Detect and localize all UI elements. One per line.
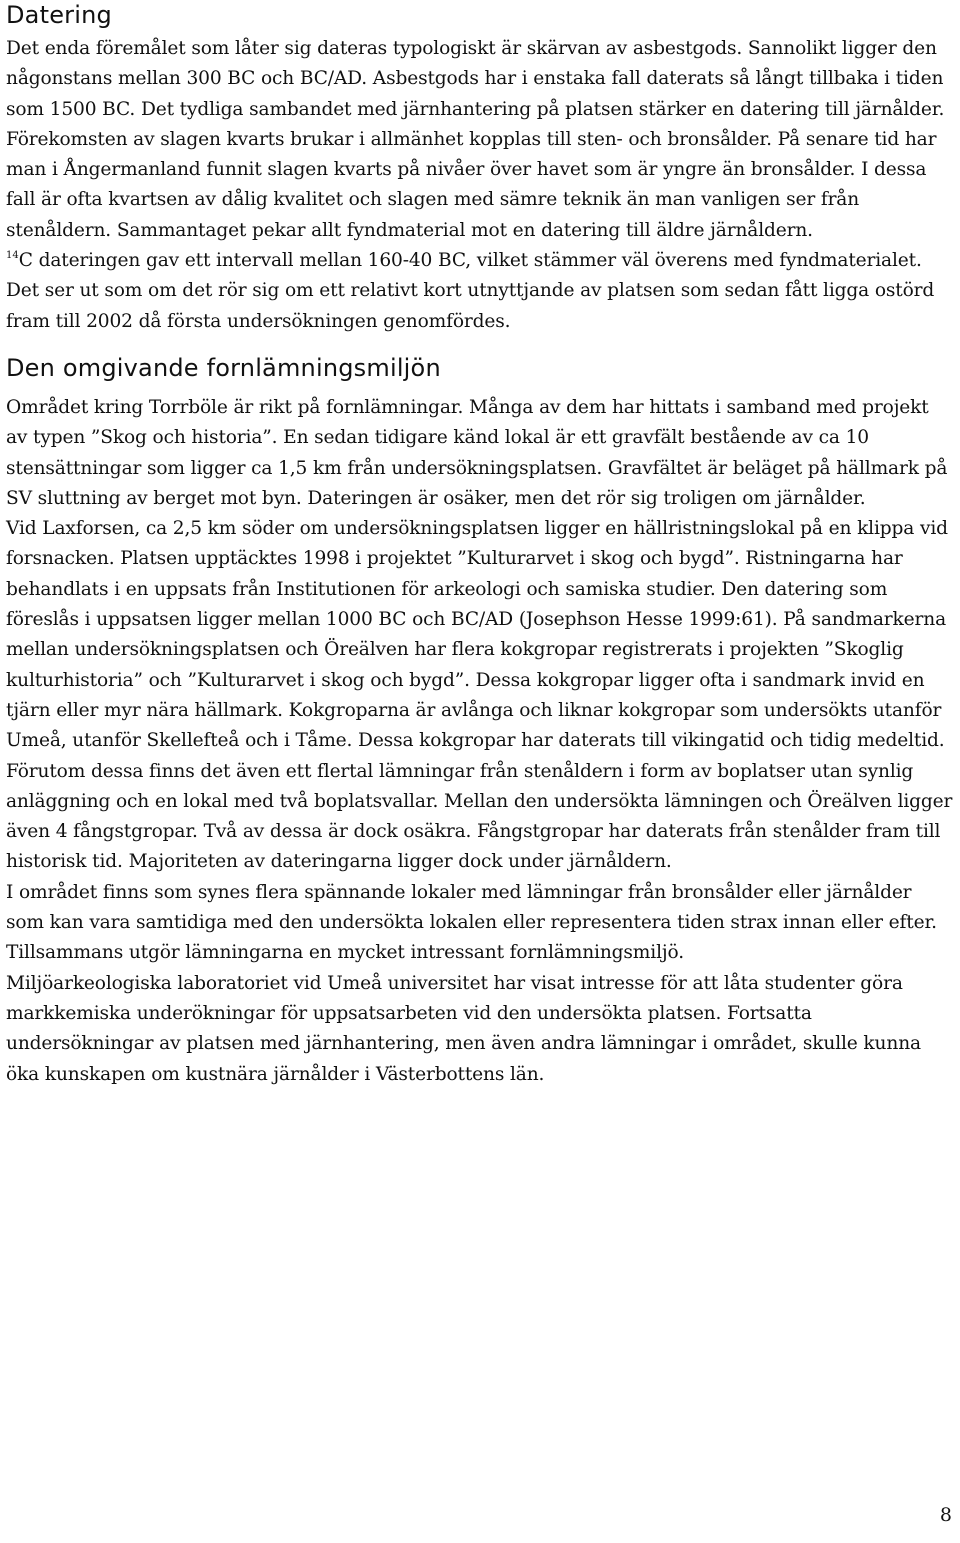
- paragraph-laxforsen: Vid Laxforsen, ca 2,5 km söder om undersökningsplatsen ligger en hällristningslokal på en klippa vid forsnacken. Platsen upptäcktes 1998 i projektet ”Kulturarvet i skog och bygd”. Ristningarna har behandlats i en uppsats från Institutionen för arkeologi och samiska studier. Den datering som föreslås i uppsatsen ligger mellan 1000 BC och BC/AD (Josephson Hesse 1999:61). På sandmarkerna mellan undersökningsplatsen och Öreälven har flera kokgropar registrerats i projekten ”Skoglig kulturhistoria” och ”Kulturarvet i skog och bygd”. Dessa kokgropar ligger ofta i sandmark invid en tjärn eller myr nära hällmark. Kokgroparna är avlånga och liknar kokgropar som undersökts utanför Umeå, utanför Skellefteå och i Tåme. Dessa kokgropar har daterats till vikingatid och tidig medeltid. Förutom dessa finns det även ett flertal lämningar från stenåldern i form av boplatser utan synlig anläggning och en lokal med två boplatsvallar. Mellan den undersökta lämningen och Öreälven ligger även 4 fångstgropar. Två av dessa är dock osäkra. Fångstgropar har daterats från stenålder fram till historisk tid. Majoriteten av dateringarna ligger dock under järnåldern.: [6, 518, 953, 873]
- c14-text: C dateringen gav ett intervall mellan 160-40 BC, vilket stämmer väl överens med fyndmaterialet.: [18, 250, 922, 272]
- paragraph-miljoarkeologiska: Miljöarkeologiska laboratoriet vid Umeå universitet har visat intresse för att låta studenter göra markkemiska underökningar för uppsatsarbeten vid den undersökta platsen. Fortsatta undersökningar av platsen med järnhantering, men även andra lämningar i området, skulle kunna öka kunskapen om kustnära järnålder i Västerbottens län.: [6, 972, 921, 1085]
- page-number: 8: [939, 1504, 952, 1526]
- paragraph-asbestgods: Det enda föremålet som låter sig dateras typologiskt är skärvan av asbestgods. Sannolikt ligger den någonstans mellan 300 BC och BC/AD. Asbestgods har i enstaka fall daterats så långt tillbaka i tiden som 1500 BC. Det tydliga sambandet med järnhantering på platsen stärker en datering till järnålder.: [6, 38, 945, 120]
- section-heading-datering: Datering: [6, 1, 112, 29]
- paragraph-torrbole: Området kring Torrböle är rikt på fornlämningar. Många av dem har hittats i samband med projekt av typen ”Skog och historia”. En sedan tidigare känd lokal är ett gravfält bestående av ca 10 stensättningar som ligger ca 1,5 km från undersökningsplatsen. Gravfältet är beläget på hällmark på SV sluttning av berget mot byn. Dateringen är osäker, men det rör sig troligen om järnålder.: [6, 396, 948, 509]
- paragraph-omradet: I området finns som synes flera spännande lokaler med lämningar från bronsålder eller järnålder som kan vara samtidiga med den undersökta lokalen eller representera tiden strax innan eller efter. Tillsammans utgör lämningarna en mycket intressant fornlämningsmiljö.: [6, 881, 937, 964]
- paragraph-kvarts: Förekomsten av slagen kvarts brukar i allmänhet kopplas till sten- och bronsålder. På senare tid har man i Ångermanland funnit slagen kvarts på nivåer över havet som är yngre än bronsålder. I dessa fall är ofta kvartsen av dålig kvalitet och slagen med sämre teknik än man vanligen ser från stenåldern. Sammantaget pekar allt fyndmaterial mot en datering till äldre järnåldern.: [6, 128, 937, 241]
- document-page: [6, 0, 954, 1090]
- section-heading-fornlamningsmiljo: Den omgivande fornlämningsmiljön: [6, 353, 441, 382]
- paragraph-closing: Det ser ut som om det rör sig om ett relativt kort utnyttjande av platsen som sedan fått ligga ostörd fram till 2002 då första undersökningen genomfördes.: [6, 280, 935, 332]
- paragraph-c14: [6, 246, 954, 276]
- c14-superscript: 14: [6, 250, 19, 262]
